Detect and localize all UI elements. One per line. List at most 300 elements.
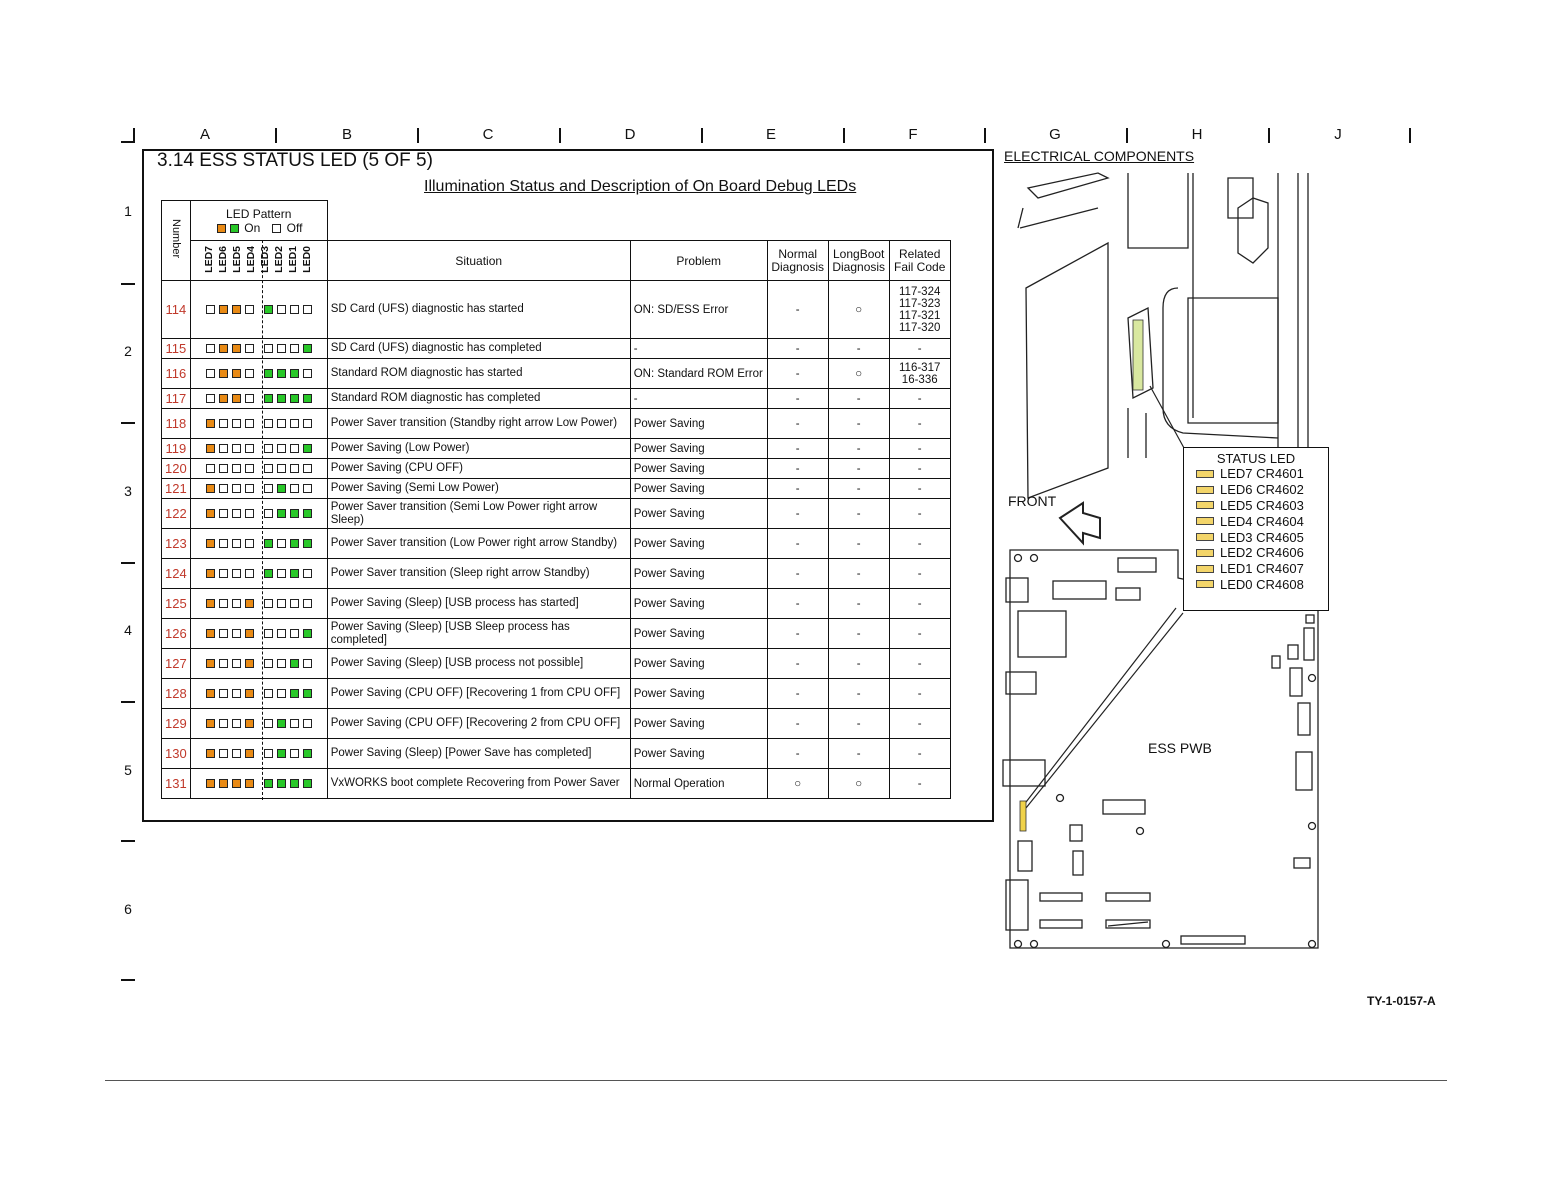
longboot-diagnosis-cell: - xyxy=(828,709,889,739)
led-pattern-cell xyxy=(190,339,327,359)
row-number: 124 xyxy=(162,559,191,589)
led-indicator xyxy=(277,659,286,668)
led-indicator xyxy=(245,719,254,728)
led-indicator xyxy=(303,419,312,428)
ess-pwb-label: ESS PWB xyxy=(1148,740,1212,756)
led-indicator xyxy=(277,749,286,758)
led-indicator xyxy=(290,629,299,638)
row-number: 121 xyxy=(162,479,191,499)
problem-cell: Power Saving xyxy=(630,529,767,559)
led-pattern-cell xyxy=(190,619,327,649)
status-led-label: LED6 CR4602 xyxy=(1220,482,1304,498)
led-indicator xyxy=(232,369,241,378)
led-indicator xyxy=(290,394,299,403)
led-indicator xyxy=(219,444,228,453)
legend-off-label: Off xyxy=(286,220,303,235)
led-indicator xyxy=(303,305,312,314)
row-number: 115 xyxy=(162,339,191,359)
status-led-item xyxy=(1184,561,1328,577)
led-indicator xyxy=(232,444,241,453)
led-indicator xyxy=(245,689,254,698)
led-indicator xyxy=(219,394,228,403)
led-indicator xyxy=(232,509,241,518)
led-indicator xyxy=(264,569,273,578)
longboot-diagnosis-cell: - xyxy=(828,679,889,709)
table-row xyxy=(162,359,951,389)
led-indicator xyxy=(290,369,299,378)
situation-cell: Power Saving (Sleep) [USB process not possible] xyxy=(327,649,630,679)
normal-diagnosis-cell: - xyxy=(767,281,828,339)
led-chip-icon xyxy=(1196,486,1214,494)
led-indicator xyxy=(206,599,215,608)
col-letter-d: D xyxy=(624,126,636,143)
legend-off-square xyxy=(272,224,281,233)
table-row xyxy=(162,409,951,439)
problem-cell: Power Saving xyxy=(630,739,767,769)
led-chip-icon xyxy=(1196,517,1214,525)
table-row xyxy=(162,739,951,769)
led-indicator xyxy=(264,464,273,473)
status-led-item xyxy=(1184,545,1328,561)
row-number: 129 xyxy=(162,709,191,739)
led-indicator xyxy=(303,539,312,548)
related-fail-code-cell: - xyxy=(889,439,950,459)
status-led-strip-detail xyxy=(1133,320,1143,390)
situation-cell: Power Saving (Sleep) [USB process has started] xyxy=(327,589,630,619)
problem-cell: - xyxy=(630,339,767,359)
led-indicator xyxy=(264,779,273,788)
col-tick xyxy=(1126,128,1128,143)
led-indicator xyxy=(277,419,286,428)
status-led-label: LED2 CR4606 xyxy=(1220,545,1304,561)
frame-rail xyxy=(1193,173,1308,458)
led-pattern-cell xyxy=(190,409,327,439)
led-pattern-cell xyxy=(190,459,327,479)
led-indicator xyxy=(303,689,312,698)
problem-cell: ON: SD/ESS Error xyxy=(630,281,767,339)
table-row xyxy=(162,281,951,339)
col-tick xyxy=(984,128,986,143)
situation-cell: VxWORKS boot complete Recovering from Power Saver xyxy=(327,769,630,799)
situation-cell: Standard ROM diagnostic has started xyxy=(327,359,630,389)
row-tick xyxy=(121,422,135,424)
led-pattern-cell xyxy=(190,589,327,619)
problem-header: Problem xyxy=(630,241,767,281)
status-led-item xyxy=(1184,513,1328,529)
status-led-item xyxy=(1184,466,1328,482)
led-indicator xyxy=(232,689,241,698)
related-fail-code-cell: - xyxy=(889,619,950,649)
situation-cell: Power Saving (Sleep) [Power Save has completed] xyxy=(327,739,630,769)
led-indicator xyxy=(219,599,228,608)
led-indicator xyxy=(206,305,215,314)
led-indicator xyxy=(219,419,228,428)
related-fail-code-cell: - xyxy=(889,459,950,479)
led-indicator xyxy=(245,369,254,378)
led-indicator xyxy=(277,599,286,608)
led-indicator xyxy=(219,539,228,548)
led-indicator xyxy=(290,749,299,758)
status-led-item xyxy=(1184,498,1328,514)
led-indicator xyxy=(232,484,241,493)
longboot-diagnosis-cell: - xyxy=(828,559,889,589)
number-header: Number xyxy=(162,201,191,281)
led-indicator xyxy=(264,719,273,728)
col-letter-j: J xyxy=(1334,126,1342,143)
led-indicator xyxy=(290,305,299,314)
led-indicator xyxy=(232,464,241,473)
led-pattern-cell xyxy=(190,769,327,799)
led-indicator xyxy=(219,629,228,638)
figure-code: TY-1-0157-A xyxy=(1367,994,1436,1008)
led-indicator xyxy=(303,749,312,758)
led-indicator xyxy=(264,305,273,314)
related-fail-code-cell: - xyxy=(889,559,950,589)
led-indicator xyxy=(277,344,286,353)
led-indicator xyxy=(290,689,299,698)
row-number: 119 xyxy=(162,439,191,459)
led-indicator xyxy=(277,394,286,403)
row-num-1: 1 xyxy=(124,203,132,219)
led-indicator xyxy=(232,599,241,608)
led-indicator xyxy=(206,444,215,453)
led1-label: LED1 xyxy=(286,245,299,273)
row-num-2: 2 xyxy=(124,343,132,359)
led-indicator xyxy=(290,779,299,788)
led-pattern-cell xyxy=(190,529,327,559)
col-tick xyxy=(559,128,561,143)
led-indicator xyxy=(206,394,215,403)
normal-diagnosis-cell: - xyxy=(767,649,828,679)
situation-cell: Power Saver transition (Semi Low Power right arrow Sleep) xyxy=(327,499,630,529)
corner-tick-h xyxy=(121,141,135,143)
table-row xyxy=(162,499,951,529)
frame-bracket-inner xyxy=(1188,298,1278,423)
related-fail-code-cell: - xyxy=(889,339,950,359)
led4-label: LED4 xyxy=(244,245,257,273)
normal-diagnosis-cell: - xyxy=(767,529,828,559)
led-indicator xyxy=(219,344,228,353)
longboot-diagnosis-cell: - xyxy=(828,339,889,359)
led-indicator xyxy=(232,629,241,638)
led-indicator xyxy=(303,484,312,493)
led-indicator xyxy=(264,689,273,698)
legend-green-square xyxy=(230,224,239,233)
col-tick xyxy=(1409,128,1411,143)
situation-header: Situation xyxy=(327,241,630,281)
led-pattern-header: LED Pattern On Off xyxy=(190,201,327,241)
row-number: 122 xyxy=(162,499,191,529)
col-tick xyxy=(843,128,845,143)
led-indicator xyxy=(206,484,215,493)
problem-cell: Power Saving xyxy=(630,679,767,709)
led-indicator xyxy=(245,344,254,353)
row-number: 130 xyxy=(162,739,191,769)
led-chip-icon xyxy=(1196,501,1214,509)
led-indicator xyxy=(303,369,312,378)
led-indicator xyxy=(303,394,312,403)
longboot-diagnosis-cell: ○ xyxy=(828,769,889,799)
row-number: 127 xyxy=(162,649,191,679)
col-letter-e: E xyxy=(765,126,776,143)
normal-diagnosis-cell: - xyxy=(767,559,828,589)
row-number: 118 xyxy=(162,409,191,439)
led-labels-header xyxy=(190,241,327,281)
led-indicator xyxy=(303,509,312,518)
situation-cell: Power Saving (CPU OFF) [Recovering 2 from CPU OFF] xyxy=(327,709,630,739)
led5-label: LED5 xyxy=(230,245,243,273)
led-indicator xyxy=(245,509,254,518)
col-tick xyxy=(701,128,703,143)
led-indicator xyxy=(264,749,273,758)
led-indicator xyxy=(206,569,215,578)
row-tick xyxy=(121,562,135,564)
table-row xyxy=(162,559,951,589)
led-indicator xyxy=(277,689,286,698)
problem-cell: - xyxy=(630,389,767,409)
led-indicator xyxy=(245,569,254,578)
led-pattern-cell xyxy=(190,499,327,529)
normal-diagnosis-cell: - xyxy=(767,499,828,529)
row-number: 126 xyxy=(162,619,191,649)
normal-diagnosis-cell: - xyxy=(767,619,828,649)
longboot-diagnosis-cell: - xyxy=(828,389,889,409)
led-indicator xyxy=(232,659,241,668)
led7-label: LED7 xyxy=(202,245,215,273)
led-indicator xyxy=(277,464,286,473)
col-letter-c: C xyxy=(482,126,494,143)
led-indicator xyxy=(264,484,273,493)
led-indicator xyxy=(303,464,312,473)
led-indicator xyxy=(219,305,228,314)
led-pattern-cell xyxy=(190,709,327,739)
led-indicator xyxy=(206,779,215,788)
led-indicator xyxy=(232,394,241,403)
led-indicator xyxy=(206,659,215,668)
led-indicator xyxy=(290,659,299,668)
problem-cell: Power Saving xyxy=(630,619,767,649)
led-indicator xyxy=(264,444,273,453)
led-indicator xyxy=(219,749,228,758)
led-indicator xyxy=(277,629,286,638)
row-number: 116 xyxy=(162,359,191,389)
led-chip-icon xyxy=(1196,549,1214,557)
situation-cell: Power Saving (Low Power) xyxy=(327,439,630,459)
led-indicator xyxy=(245,659,254,668)
led-indicator xyxy=(245,444,254,453)
status-led-strip xyxy=(1020,801,1026,831)
led-indicator xyxy=(219,659,228,668)
related-fail-code-cell: - xyxy=(889,739,950,769)
normal-diagnosis-cell: - xyxy=(767,409,828,439)
led-indicator xyxy=(264,539,273,548)
situation-cell: SD Card (UFS) diagnostic has started xyxy=(327,281,630,339)
led-indicator xyxy=(232,539,241,548)
led-indicator xyxy=(245,464,254,473)
col-letter-g: G xyxy=(1049,126,1061,143)
led-indicator xyxy=(232,305,241,314)
led-indicator xyxy=(206,629,215,638)
led-status-table xyxy=(161,200,951,799)
led-indicator xyxy=(264,629,273,638)
led-indicator xyxy=(277,444,286,453)
situation-cell: Standard ROM diagnostic has completed xyxy=(327,389,630,409)
led-indicator xyxy=(303,719,312,728)
led-pattern-cell xyxy=(190,389,327,409)
led0-label: LED0 xyxy=(300,245,313,273)
related-fail-code-cell: - xyxy=(889,709,950,739)
led-indicator xyxy=(303,779,312,788)
normal-diagnosis-cell: - xyxy=(767,589,828,619)
table-row xyxy=(162,439,951,459)
col-tick xyxy=(417,128,419,143)
row-number: 117 xyxy=(162,389,191,409)
col-letter-b: B xyxy=(341,126,352,143)
led-indicator xyxy=(206,419,215,428)
table-row xyxy=(162,679,951,709)
electrical-components-heading: ELECTRICAL COMPONENTS xyxy=(1004,148,1195,164)
longboot-diagnosis-cell: - xyxy=(828,479,889,499)
front-label: FRONT xyxy=(1008,493,1057,509)
row-number: 120 xyxy=(162,459,191,479)
normal-diagnosis-cell: - xyxy=(767,389,828,409)
led-indicator xyxy=(206,369,215,378)
normal-diagnosis-cell: - xyxy=(767,459,828,479)
led-indicator xyxy=(245,599,254,608)
frame-panel xyxy=(1026,243,1108,498)
led-indicator xyxy=(206,464,215,473)
table-row xyxy=(162,339,951,359)
problem-cell: Power Saving xyxy=(630,459,767,479)
led-indicator xyxy=(206,539,215,548)
situation-cell: Power Saving (CPU OFF) xyxy=(327,459,630,479)
row-tick xyxy=(121,979,135,981)
led-indicator xyxy=(277,305,286,314)
frame-bracket xyxy=(1163,288,1278,438)
status-led-item xyxy=(1184,577,1328,593)
col-letter-h: H xyxy=(1191,126,1203,143)
row-tick xyxy=(121,840,135,842)
led-indicator xyxy=(264,419,273,428)
led-indicator xyxy=(245,305,254,314)
longboot-diagnosis-cell: - xyxy=(828,739,889,769)
led-indicator xyxy=(232,719,241,728)
status-led-label: LED7 CR4601 xyxy=(1220,466,1304,482)
longboot-diagnosis-cell: - xyxy=(828,589,889,619)
normal-diagnosis-cell: - xyxy=(767,739,828,769)
row-number: 114 xyxy=(162,281,191,339)
longboot-diagnosis-header: LongBoot Diagnosis xyxy=(828,241,889,281)
led-indicator xyxy=(245,629,254,638)
led-indicator xyxy=(219,569,228,578)
legend-orange-square xyxy=(217,224,226,233)
led-indicator xyxy=(290,464,299,473)
led-indicator xyxy=(277,719,286,728)
led-chip-icon xyxy=(1196,565,1214,573)
problem-cell: Power Saving xyxy=(630,649,767,679)
led-indicator xyxy=(264,394,273,403)
col-tick xyxy=(1268,128,1270,143)
related-fail-code-cell: 117-324 117-323 117-321 117-320 xyxy=(889,281,950,339)
led-indicator xyxy=(277,369,286,378)
led-indicator xyxy=(303,344,312,353)
led-indicator xyxy=(290,344,299,353)
led-indicator xyxy=(303,444,312,453)
normal-diagnosis-cell: - xyxy=(767,679,828,709)
status-led-list xyxy=(1184,466,1328,592)
led-pattern-cell xyxy=(190,439,327,459)
row-num-3: 3 xyxy=(124,483,132,499)
status-led-label: LED4 CR4604 xyxy=(1220,513,1304,529)
row-number: 123 xyxy=(162,529,191,559)
led-indicator xyxy=(245,779,254,788)
led-indicator xyxy=(290,419,299,428)
status-led-callout xyxy=(1183,447,1329,611)
led-indicator xyxy=(290,509,299,518)
led-indicator xyxy=(232,419,241,428)
situation-cell: SD Card (UFS) diagnostic has completed xyxy=(327,339,630,359)
led-indicator xyxy=(219,689,228,698)
led-indicator xyxy=(303,569,312,578)
problem-cell: ON: Standard ROM Error xyxy=(630,359,767,389)
table-row xyxy=(162,619,951,649)
led-indicator xyxy=(290,599,299,608)
related-fail-code-cell: - xyxy=(889,529,950,559)
led-indicator xyxy=(303,629,312,638)
led-indicator xyxy=(206,719,215,728)
led-chip-icon xyxy=(1196,533,1214,541)
led-indicator xyxy=(290,569,299,578)
led-indicator xyxy=(245,749,254,758)
led-pattern-cell xyxy=(190,679,327,709)
problem-cell: Power Saving xyxy=(630,479,767,499)
led-indicator xyxy=(219,484,228,493)
led-group-divider xyxy=(262,240,263,800)
led-indicator xyxy=(264,344,273,353)
led2-label: LED2 xyxy=(272,245,285,273)
table-row xyxy=(162,769,951,799)
related-fail-code-cell: - xyxy=(889,389,950,409)
table-title: Illumination Status and Description of On Board Debug LEDs xyxy=(424,178,857,195)
row-tick xyxy=(121,283,135,285)
led-indicator xyxy=(264,659,273,668)
led-indicator xyxy=(277,509,286,518)
led-indicator xyxy=(245,539,254,548)
led-indicator xyxy=(277,484,286,493)
longboot-diagnosis-cell: - xyxy=(828,459,889,479)
led-indicator xyxy=(303,599,312,608)
led-indicator xyxy=(219,464,228,473)
table-row xyxy=(162,529,951,559)
table-row xyxy=(162,459,951,479)
situation-cell: Power Saving (CPU OFF) [Recovering 1 from CPU OFF] xyxy=(327,679,630,709)
section-title: 3.14 ESS STATUS LED (5 OF 5) xyxy=(157,150,433,171)
status-led-label: LED5 CR4603 xyxy=(1220,497,1304,513)
led-indicator xyxy=(232,749,241,758)
led-indicator xyxy=(290,539,299,548)
normal-diagnosis-header: Normal Diagnosis xyxy=(767,241,828,281)
led-indicator xyxy=(232,344,241,353)
led-indicator xyxy=(219,509,228,518)
legend-on-label: On xyxy=(244,220,261,235)
related-fail-code-cell: 116-317 16-336 xyxy=(889,359,950,389)
longboot-diagnosis-cell: - xyxy=(828,439,889,459)
situation-cell: Power Saver transition (Low Power right arrow Standby) xyxy=(327,529,630,559)
table-row xyxy=(162,389,951,409)
frame-part xyxy=(1128,408,1146,458)
problem-cell: Normal Operation xyxy=(630,769,767,799)
led-indicator xyxy=(264,599,273,608)
